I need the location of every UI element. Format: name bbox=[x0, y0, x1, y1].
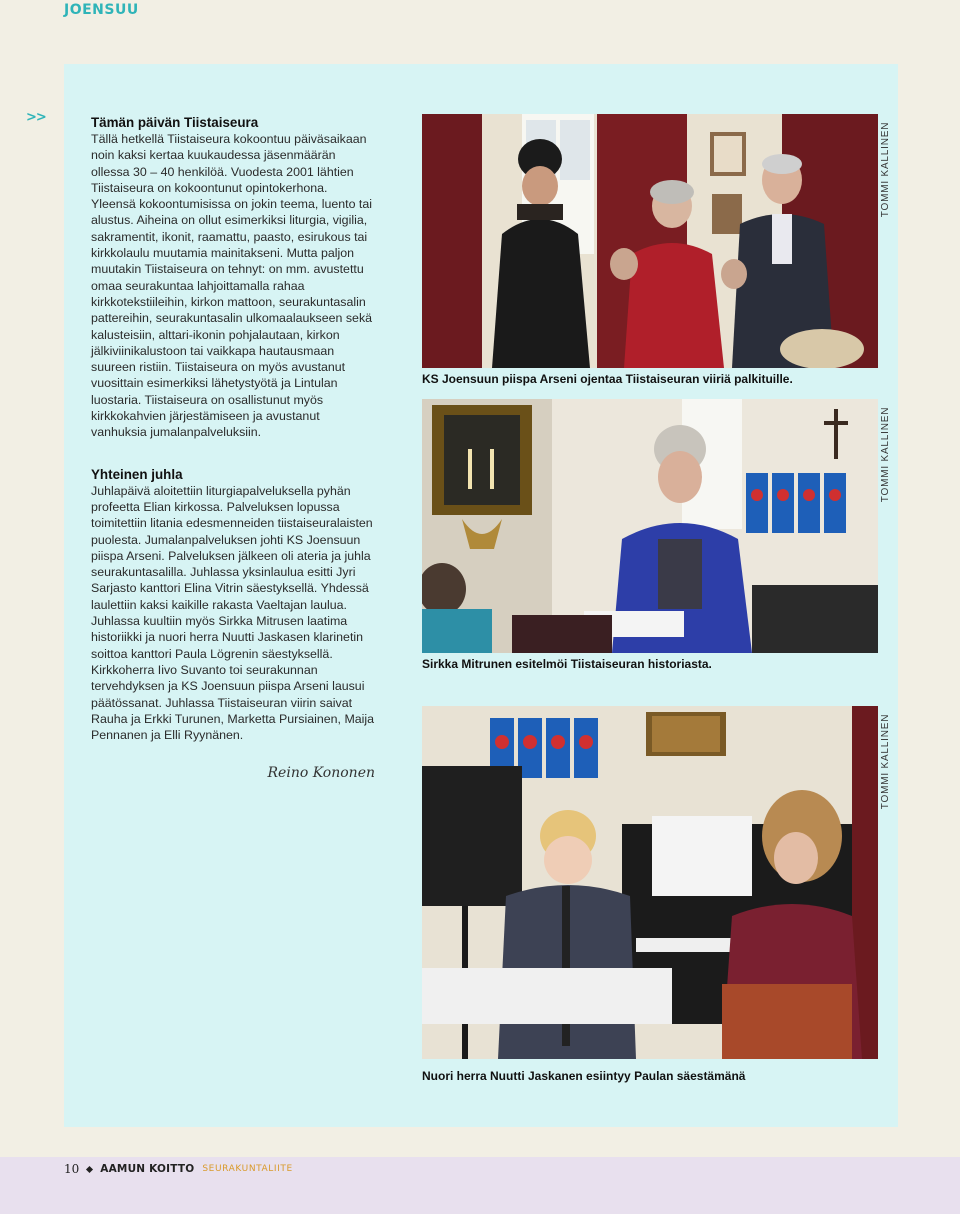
author-signature: Reino Kononen bbox=[267, 765, 375, 782]
photo-caption-3: Nuori herra Nuutti Jaskanen esiintyy Paulan säestämänä bbox=[422, 1069, 746, 1083]
section-heading-tiistaiseura: Tämän päivän Tiistaiseura bbox=[91, 115, 259, 130]
article-text-column bbox=[91, 115, 375, 782]
supplement-label: SEURAKUNTALIITE bbox=[202, 1164, 293, 1174]
section-arrow-icon: >> bbox=[26, 110, 46, 125]
section-body-tiistaiseura: Tällä hetkellä Tiistaiseura kokoontuu päiväsaikaan noin kaksi kertaa kuukaudessa jäsenmäärän ollessa 30 – 40 henkilöä. Vuodesta 2001 lähtien Tiistaiseura on kokoontunut opintokerhona. Yleensä kokoontumisissa on jokin teema, luento tai alustus. Aiheina on ollut esimerkiksi liturgia, vigilia, sakramentit, ikonit, raamattu, paasto, esirukous tai kirkkolaulu muutamia mainitakseni. Mutta paljon muutakin Tiistaiseura on tehnyt: on mm. avustettu omaa seurakuntaa lahjoittamalla rahaa kirkkotekstiileihin, kirkon mattoon, seurakuntasalin pattereihin, seurakuntasalin ulkomaalaukseen sekä kalusteisiin, alttari-ikonin pohjalautaan, kirkon jälkiviinikalustoon tai vaikkapa hautausmaan suureen ristiin. Tiistaiseura on myös avustanut vuosittain esimerkiksi lähetystyötä ja Lintulan luostaria. Tiistaiseura on osallistunut myös kirkkokahvien järjestämiseen ja avustanut vanhuksia jumalanpalveluksiin. bbox=[91, 132, 373, 440]
photo-credit-1: TOMMI KALLINEN bbox=[880, 121, 892, 217]
photo-credit-2: TOMMI KALLINEN bbox=[880, 406, 892, 502]
page-number: 10 bbox=[64, 1162, 80, 1176]
photo-credit-3: TOMMI KALLINEN bbox=[880, 713, 892, 809]
photo-bishop-awarding bbox=[422, 114, 878, 368]
section-body-yhteinen-juhla: Juhlapäivä aloitettiin liturgiapalveluksella pyhän profeetta Elian kirkossa. Palveluksen lopussa toimitettiin litania edesmenneiden tiistaiseuralaisten puolesta. Jumalanpalveluksen johti KS Joensuun piispa Arseni. Palveluksen jälkeen oli ateria ja juhla seurakuntasalilla. Juhlassa yksinlaulua esitti Jyri Sarjasto kanttori Elina Vitrin säestyksellä. Yhdessä laulettiin kaksi kaikille rakasta Vaeltajan laulua. Juhlassa kuultiin myös Sirkka Mitrusen laatima historiikki ja nuori herra Nuutti Jaskasen klarinetin soittoa kanttori Paula Lögrenin säestyksellä. Kirkkoherra Iivo Suvanto toi seurakunnan tervehdyksen ja KS Joensuun piispa Arseni lausui päätössanat. Juhlassa Tiistaiseuran viirin saivat Rauha ja Erkki Turunen, Marketta Pursiainen, Maija Pennanen ja Elli Ryynänen. bbox=[91, 483, 375, 743]
diamond-separator-icon bbox=[86, 1165, 93, 1172]
page-footer bbox=[64, 1161, 293, 1177]
photo-history-talk bbox=[422, 399, 878, 653]
region-header: JOENSUU bbox=[64, 2, 139, 18]
photo-caption-2: Sirkka Mitrunen esitelmöi Tiistaiseuran historiasta. bbox=[422, 657, 712, 671]
photo-clarinet-performance bbox=[422, 706, 878, 1059]
publication-brand: AAMUN KOITTO bbox=[100, 1163, 195, 1175]
photo-caption-1: KS Joensuun piispa Arseni ojentaa Tiistaiseuran viiriä palkituille. bbox=[422, 372, 793, 386]
section-heading-yhteinen-juhla: Yhteinen juhla bbox=[91, 466, 183, 482]
